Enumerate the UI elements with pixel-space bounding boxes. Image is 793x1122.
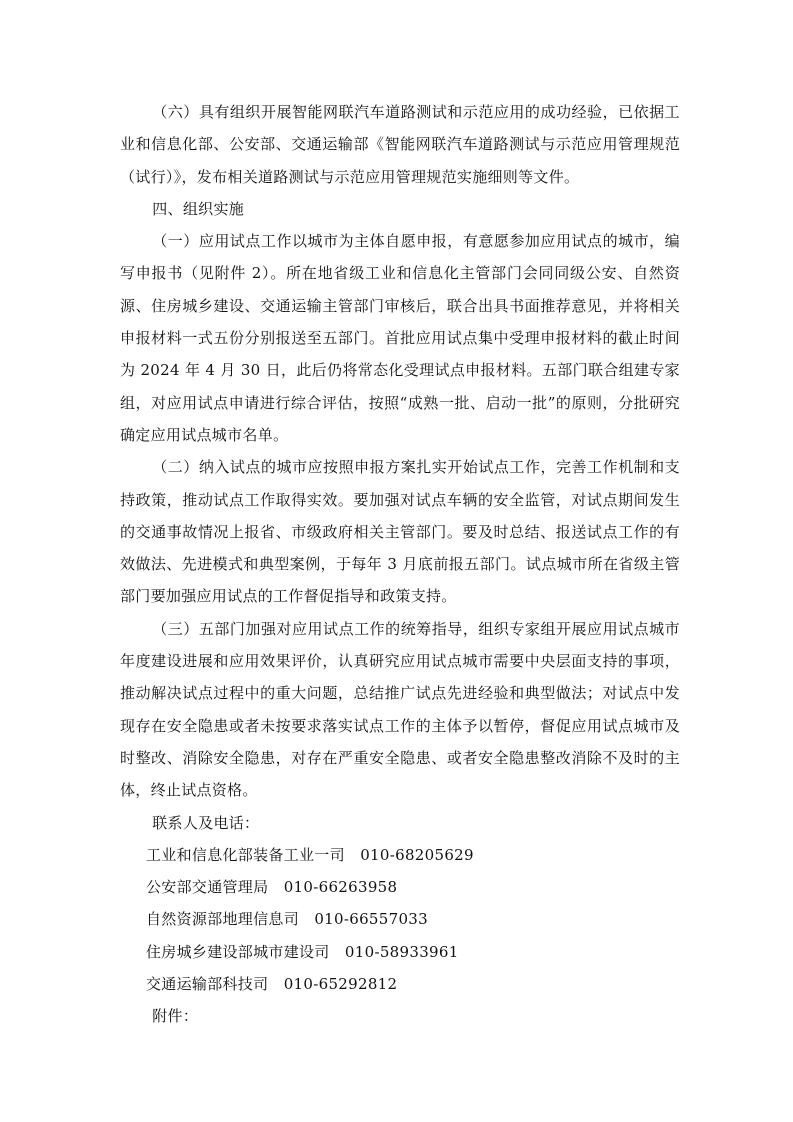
contact-phone: 010-68205629 [360,845,474,864]
paragraph-subsection-2: （二）纳入试点的城市应按照申报方案扎实开始试点工作，完善工作机制和支持政策，推动试点工作取得实效。要加强对试点车辆的安全监管，对试点期间发生的交通事故情况上报省、市级政府相关主管部门。要及时总结、报送试点工作的有效做法、先进模式和典型案例，于每年 3 月底前报五部门。试点城市所在省级主管部门要加强应用试点的工作督促指导和政策支持。 [120,458,680,606]
contact-dept: 自然资源部地理信息司 [146,910,300,929]
paragraph-item-6: （六）具有组织开展智能网联汽车道路测试和示范应用的成功经验，已依据工业和信息化部、公安部、交通运输部《智能网联汽车道路测试与示范应用管理规范（试行）》，发布相关道路测试与示范应用管理规范实施细则等文件。 [120,103,680,186]
contacts-heading: 联系人及电话： [152,813,260,832]
contact-phone: 010-66263958 [283,878,398,897]
contact-phone: 010-58933961 [344,942,459,961]
paragraph-subsection-1: （一）应用试点工作以城市为主体自愿申报，有意愿参加应用试点的城市，编写申报书（见附件 2）。所在地省级工业和信息化主管部门会同同级公安、自然资源、住房城乡建设、交通运输主管部门审核后，联合出具书面推荐意见，并将相关申报材料一式五份分别报送至五部门。首批应用试点集中受理申报材料的截止时间为 2024 年 4 月 30 日，此后仍将常态化受理试点申报材料。五部门联合组建专家组，对应用试点申请进行综合评估，按照“成熟一批、启动一批”的原则，分批研究确定应用试点城市名单。 [120,232,680,444]
attachments-label: 附件： [152,1007,199,1026]
contact-item [120,903,680,935]
contact-dept: 住房城乡建设部城市建设司 [146,942,330,961]
section-heading-organization: 四、组织实施 [152,199,245,218]
contact-item [120,839,680,871]
contact-dept: 工业和信息化部装备工业一司 [146,845,345,864]
contacts-list [120,839,680,1000]
paragraph-subsection-3: （三）五部门加强对应用试点工作的统筹指导，组织专家组开展应用试点城市年度建设进展和应用效果评价，认真研究应用试点城市需要中央层面支持的事项，推动解决试点过程中的重大问题，总结推广试点先进经验和典型做法；对试点中发现存在安全隐患或者未按要求落实试点工作的主体予以暂停，督促应用试点城市及时整改、消除安全隐患，对存在严重安全隐患、或者安全隐患整改消除不及时的主体，终止试点资格。 [120,619,680,800]
contact-item [120,968,680,1000]
document-body [120,96,680,1033]
contact-phone: 010-66557033 [314,910,428,929]
contact-dept: 交通运输部科技司 [146,975,269,994]
contact-dept: 公安部交通管理局 [146,878,269,897]
contact-item [120,936,680,968]
contact-phone: 010-65292812 [283,975,398,994]
contact-item [120,871,680,903]
